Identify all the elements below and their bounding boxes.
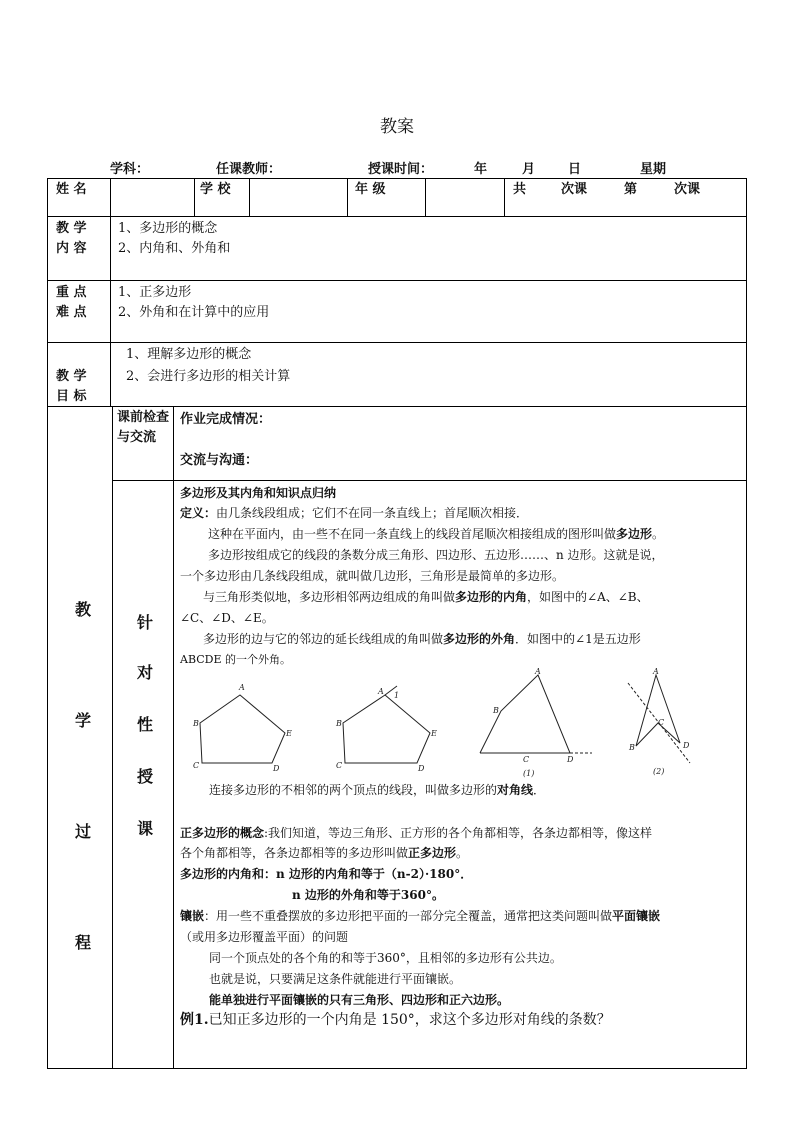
- paragraph-1-end: 。: [652, 527, 665, 541]
- homework-label: 作业完成情况：: [180, 412, 272, 427]
- lesson-index-label: 次课: [674, 182, 701, 197]
- paragraph-2a: 多边形按组成它的线段的条数分成三角形、四边形、五边形……、n 边形。这就是说，: [208, 548, 664, 562]
- year-label: 年: [474, 162, 488, 177]
- regular-polygon-term: 正多边形: [408, 846, 457, 860]
- paragraph-1-text: 这种在平面内，由一些不在同一条直线上的线段首尾顺次相接组成的图形叫做: [208, 527, 617, 541]
- tessellation-line-1: [180, 906, 660, 926]
- vertex-label: B: [629, 743, 635, 752]
- angle-sum-label: 多边形的内角和: [180, 867, 265, 881]
- vertex-label: B: [193, 719, 199, 728]
- key-item-2: 2、外角和在计算中的应用: [118, 305, 270, 320]
- paragraph-1: [208, 524, 664, 544]
- vertex-label: B: [336, 719, 342, 728]
- vertex-label: A: [653, 668, 659, 676]
- tessellation-text: ：用一些不重叠摆放的多边形把平面的一部分完全覆盖，通常把这类问题叫做: [204, 909, 613, 923]
- precheck-label: 课前检查与交流: [117, 410, 170, 445]
- teacher-label: 任课教师：: [216, 162, 282, 177]
- paragraph-1-term: 多边形: [616, 527, 653, 541]
- process-label-char: 学: [75, 711, 92, 730]
- week-label: 星期: [640, 162, 667, 177]
- key-item-1: 1、正多边形: [118, 285, 192, 300]
- grade-label: 年 级: [355, 182, 386, 197]
- process-label-char: 教: [75, 600, 92, 619]
- communication-label: 交流与沟通：: [180, 453, 259, 468]
- tessellation-line-2: （或用多边形覆盖平面）的问题: [180, 930, 349, 944]
- goal-label-1: 教 学: [56, 369, 87, 384]
- vertex-label: A: [535, 668, 541, 676]
- goal-item-1: 1、理解多边形的概念: [126, 347, 252, 362]
- figure-caption: (1): [523, 769, 535, 778]
- diagonal-end: ．: [533, 783, 546, 797]
- vertex-label: C: [193, 761, 200, 770]
- targeted-label-char: 对: [137, 663, 154, 682]
- vertex-label: C: [523, 755, 530, 764]
- paragraph-4-end: ．如图中的∠1是五边形: [515, 632, 641, 646]
- vertex-label: B: [493, 706, 499, 715]
- paragraph-3b: ∠C、∠D、∠E。: [180, 611, 274, 625]
- school-label: 学 校: [200, 182, 231, 197]
- paragraph-4b: ABCDE 的一个外角。: [180, 653, 291, 666]
- process-label-char: 程: [75, 933, 92, 952]
- regular-polygon-line-2: [180, 843, 468, 863]
- vertex-label: C: [336, 761, 343, 770]
- example-1: [180, 1010, 611, 1030]
- regular-polygon-end: 。: [456, 846, 469, 860]
- content-label-1: 教 学: [56, 221, 87, 236]
- content-item-2: 2、内角和、外角和: [118, 241, 231, 256]
- regular-polygon-label: 正多边形的概念: [180, 826, 265, 840]
- paragraph-4-text: 多边形的边与它的邻边的延长线组成的角叫做: [203, 632, 444, 646]
- angle-sum-text: ：n 边形的内角和等于（n-2）·180°．: [264, 867, 473, 881]
- content-item-1: 1、多边形的概念: [118, 221, 218, 236]
- vertex-label: E: [431, 729, 437, 738]
- example-text: 已知正多边形的一个内角是 150°，求这个多边形对角线的条数？: [208, 1012, 611, 1028]
- example-label: 例1.: [180, 1012, 209, 1028]
- targeted-label-char: 性: [137, 715, 154, 734]
- pentagon-exterior-figure: [343, 695, 430, 763]
- diagonal-definition: [209, 780, 545, 800]
- vertex-label: D: [418, 764, 425, 773]
- month-label: 月: [522, 162, 536, 177]
- day-label: 日: [568, 162, 582, 177]
- vertex-label: D: [273, 764, 280, 773]
- vertex-label: E: [286, 729, 292, 738]
- goal-label-2: 目 标: [56, 389, 87, 404]
- exterior-sum-line: n 边形的外角和等于360°。: [292, 888, 444, 902]
- lesson-count-label: 次课: [561, 182, 588, 197]
- diagonal-text: 连接多边形的不相邻的两个顶点的线段，叫做多边形的: [209, 783, 498, 797]
- tessellation-term: 平面镶嵌: [612, 909, 661, 923]
- diagonal-term: 对角线: [497, 783, 534, 797]
- paragraph-3-term: 多边形的内角: [455, 590, 528, 604]
- paragraph-2b: 一个多边形由几条线段组成，就叫做几边形，三角形是最简单的多边形。: [180, 569, 565, 583]
- key-label-1: 重 点: [56, 285, 87, 300]
- regular-polygon-text: :我们知道，等边三角形、正方形的各个角都相等，各条边都相等，像这样: [264, 826, 653, 840]
- goal-item-2: 2、会进行多边形的相关计算: [126, 369, 291, 384]
- polygon-figures: [180, 668, 740, 783]
- vertex-label: D: [683, 741, 690, 750]
- lesson-heading: 多边形及其内角和知识点归纳: [180, 486, 337, 500]
- total-label: 共: [513, 182, 527, 197]
- tessellation-label: 镶嵌: [180, 909, 205, 923]
- angle-sum-line-1: [180, 864, 472, 884]
- paragraph-3-text: 与三角形类似地，多边形相邻两边组成的角叫做: [203, 590, 456, 604]
- name-label: 姓 名: [56, 182, 87, 197]
- key-label-2: 难 点: [56, 305, 87, 320]
- vertex-label: C: [658, 718, 665, 727]
- regular-polygon-line-1: [180, 823, 652, 843]
- concave-quadrilateral-figure: [636, 675, 680, 746]
- paragraph-3-end: ，如图中的∠A、∠B、: [527, 590, 649, 604]
- tessellation-line-3: 同一个顶点处的各个角的和等于360°，且相邻的多边形有公共边。: [209, 951, 562, 965]
- content-label-2: 内 容: [56, 241, 87, 256]
- targeted-label-char: 授: [137, 767, 154, 786]
- vertex-label: D: [567, 755, 574, 764]
- process-label-char: 过: [75, 822, 92, 841]
- targeted-label-char: 针: [137, 613, 154, 632]
- document-title: 教案: [380, 117, 414, 137]
- paragraph-4a: [203, 629, 641, 649]
- pentagon-figure: [200, 695, 285, 763]
- vertex-label: A: [378, 687, 384, 696]
- subject-label: 学科：: [110, 162, 150, 177]
- paragraph-3a: [203, 587, 649, 607]
- definition-label: 定义：: [180, 506, 217, 520]
- targeted-label-char: 课: [137, 819, 154, 838]
- tessellation-line-4: 也就是说，只要满足这条件就能进行平面镶嵌。: [209, 972, 462, 986]
- paragraph-4-term: 多边形的外角: [443, 632, 516, 646]
- vertex-label: A: [239, 683, 245, 692]
- figure-caption: (2): [653, 767, 665, 776]
- time-label: 授课时间：: [368, 162, 434, 177]
- angle-label: 1: [394, 691, 400, 700]
- nth-label: 第: [624, 182, 638, 197]
- definition-line: [180, 503, 528, 523]
- tessellation-conclusion: 能单独进行平面镶嵌的只有三角形、四边形和正六边形。: [209, 993, 510, 1007]
- definition-text: 由几条线段组成；它们不在同一条直线上；首尾顺次相接．: [216, 506, 529, 520]
- regular-polygon-text-2: 各个角都相等，各条边都相等的多边形叫做: [180, 846, 409, 860]
